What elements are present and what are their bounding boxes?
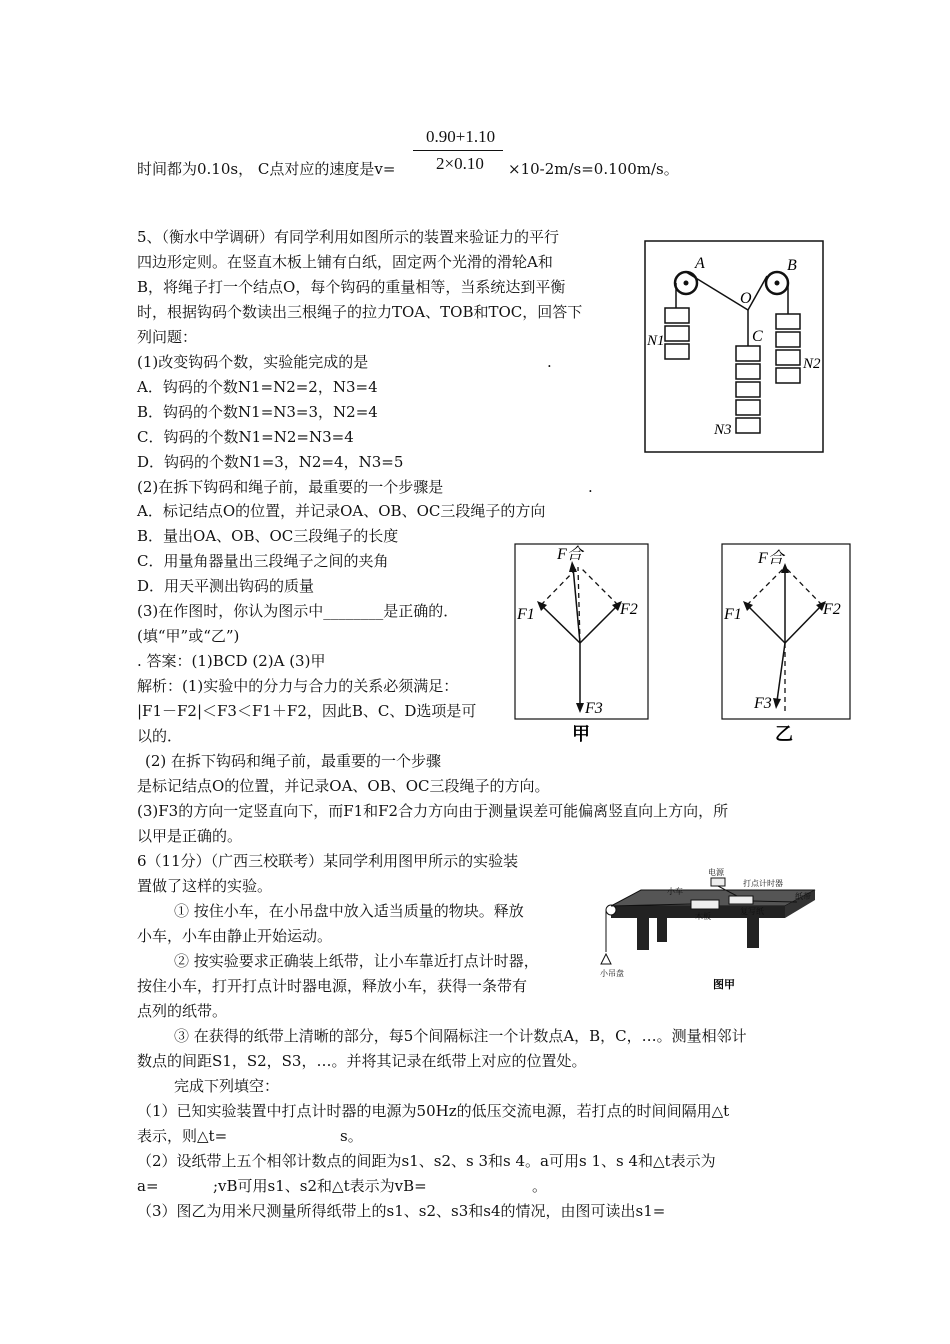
text-line: . <box>547 353 552 371</box>
fraction-numerator: 0.90+1.10 <box>426 127 496 146</box>
weights-n1 <box>665 308 689 359</box>
text-line: 以的． <box>137 727 183 745</box>
svg-text:F合: F合 <box>557 546 583 563</box>
svg-text:F合: F合 <box>758 550 784 567</box>
label-n3: N3 <box>714 422 732 438</box>
option-d: D．钩码的个数N1=3，N2=4，N3=5 <box>137 453 404 471</box>
step-2: ② 按实验要求正确装上纸带，让小车靠近打点计时器， <box>174 952 539 970</box>
label-n2: N2 <box>803 356 821 372</box>
step-3: ③ 在获得的纸带上清晰的部分，每5个间隔标注一个计数点A，B，C，…。测量相邻计 <box>174 1027 747 1045</box>
text-line: (2) 在拆下钩码和绳子前，最重要的一个步骤 <box>145 752 442 770</box>
text-line: 是标记结点O的位置，并记录OA、OB、OC三段绳子的方向。 <box>137 777 550 795</box>
option-a: A．标记结点O的位置，并记录OA、OB、OC三段绳子的方向 <box>137 502 546 520</box>
text-line: a= <box>137 1177 159 1195</box>
text-line: 小车，小车由静止开始运动。 <box>137 927 333 945</box>
svg-text:木板: 木板 <box>695 912 711 921</box>
text-line: 四边形定则。在竖直木板上铺有白纸，固定两个光滑的滑轮A和 <box>137 253 553 271</box>
text-line: 。 <box>532 1177 548 1195</box>
fraction-denominator: 2×0.10 <box>436 154 484 173</box>
option-b: B．钩码的个数N1=N3=3，N2=4 <box>137 403 378 421</box>
force-diagram-jia <box>514 543 649 743</box>
text-line: 时，根据钩码个数读出三根绳子的拉力TOA、TOB和TOC，回答下 <box>137 303 583 321</box>
svg-text:F2: F2 <box>823 601 841 618</box>
option-a: A．钩码的个数N1=N2=2，N3=4 <box>137 378 378 396</box>
fraction-bar <box>413 150 503 151</box>
option-c: C．钩码的个数N1=N2=N3=4 <box>137 428 354 446</box>
force-diagram-yi <box>721 543 851 743</box>
text-line: (2)在拆下钩码和绳子前，最重要的一个步骤是 <box>137 478 444 496</box>
timer <box>729 896 753 904</box>
svg-text:电源: 电源 <box>708 868 724 877</box>
analysis-line: 解析：(1)实验中的分力与合力的关系必须满足： <box>137 677 459 695</box>
label-o: O <box>740 290 752 307</box>
svg-text:复写纸: 复写纸 <box>740 907 764 916</box>
step-1: ① 按住小车，在小吊盘中放入适当质量的物块。释放 <box>174 902 524 920</box>
fill-3: （3）图乙为用米尺测量所得纸带上的s1、s2、s3和s4的情况，由图可读出s1= <box>137 1202 666 1220</box>
fill-1: （1）已知实验装置中打点计时器的电源为50Hz的低压交流电源，若打点的时间间隔用△t <box>137 1102 730 1120</box>
answer-line: . 答案：(1)BCD (2)A (3)甲 <box>137 652 326 670</box>
cart <box>691 900 719 909</box>
option-d: D．用天平测出钩码的质量 <box>137 577 315 595</box>
text-line: 完成下列填空： <box>174 1077 280 1095</box>
svg-text:F1: F1 <box>517 606 535 623</box>
text-line: 以甲是正确的。 <box>137 827 243 845</box>
text-line: 表示，则△t= <box>137 1127 228 1145</box>
caption-tujia: 图甲 <box>713 978 735 991</box>
hanging-pan <box>601 954 611 964</box>
svg-text:小吊盘: 小吊盘 <box>600 969 624 978</box>
text-line: 列问题： <box>137 328 198 346</box>
svg-text:F2: F2 <box>620 601 638 618</box>
caption-yi: 乙 <box>775 724 793 743</box>
svg-text:F1: F1 <box>724 606 742 623</box>
svg-text:小车: 小车 <box>667 887 683 896</box>
svg-text:打点计时器: 打点计时器 <box>743 879 783 888</box>
text-line: |F1－F2|＜F3＜F1＋F2，因此B、C、D选项是可 <box>137 702 477 720</box>
text-line: B，将绳子打一个结点O，每个钩码的重量相等，当系统达到平衡 <box>137 278 566 296</box>
fill-2: （2）设纸带上五个相邻计数点的间距为s1、s2、s 3和s 4。a可用s 1、s 4和△t表示为 <box>137 1152 716 1170</box>
text-line: 点列的纸带。 <box>137 1002 228 1020</box>
text-line: 按住小车，打开打点计时器电源，释放小车，获得一条带有 <box>137 977 528 995</box>
apparatus-figure <box>597 864 822 1004</box>
question-6-title: 6（11分）（广西三校联考）某同学利用图甲所示的实验装 <box>137 852 519 870</box>
pulley-apparatus-figure <box>644 240 824 453</box>
text-line: s。 <box>340 1127 363 1145</box>
label-n1: N1 <box>647 333 665 349</box>
svg-text:纸带: 纸带 <box>795 892 811 901</box>
text-line: . <box>588 478 593 496</box>
label-b: B <box>787 257 797 274</box>
text-line: (3)F3的方向一定竖直向下，而F1和F2合力方向由于测量误差可能偏离竖直向上方向，所 <box>137 802 729 820</box>
weights-n2 <box>776 314 800 383</box>
question-5-title: 5、（衡水中学调研）有同学利用如图所示的装置来验证力的平行 <box>137 228 560 246</box>
text-line: (3)在作图时，你认为图示中________是正确的． <box>137 602 459 620</box>
text-line: (填“甲”或“乙”) <box>137 627 240 645</box>
svg-text:F3: F3 <box>754 695 772 712</box>
text-line: ;vB可用s1、s2和△t表示为vB= <box>213 1177 427 1195</box>
option-b: B．量出OA、OB、OC三段绳子的长度 <box>137 527 399 545</box>
text-line: 数点的间距S1，S2，S3，…。并将其记录在纸带上对应的位置处。 <box>137 1052 587 1070</box>
weights-n3 <box>736 346 760 433</box>
caption-jia: 甲 <box>572 724 590 743</box>
text-line: ×10-2m/s=0.100m/s。 <box>508 160 679 178</box>
label-c: C <box>752 328 763 345</box>
text-line: 置做了这样的实验。 <box>137 877 273 895</box>
option-c: C．用量角器量出三段绳子之间的夹角 <box>137 552 389 570</box>
text-line: (1)改变钩码个数，实验能完成的是 <box>137 353 369 371</box>
svg-text:F3: F3 <box>585 700 603 717</box>
label-a: A <box>695 255 705 272</box>
text-line: 时间都为0.10s， C点对应的速度是v= <box>137 160 396 178</box>
